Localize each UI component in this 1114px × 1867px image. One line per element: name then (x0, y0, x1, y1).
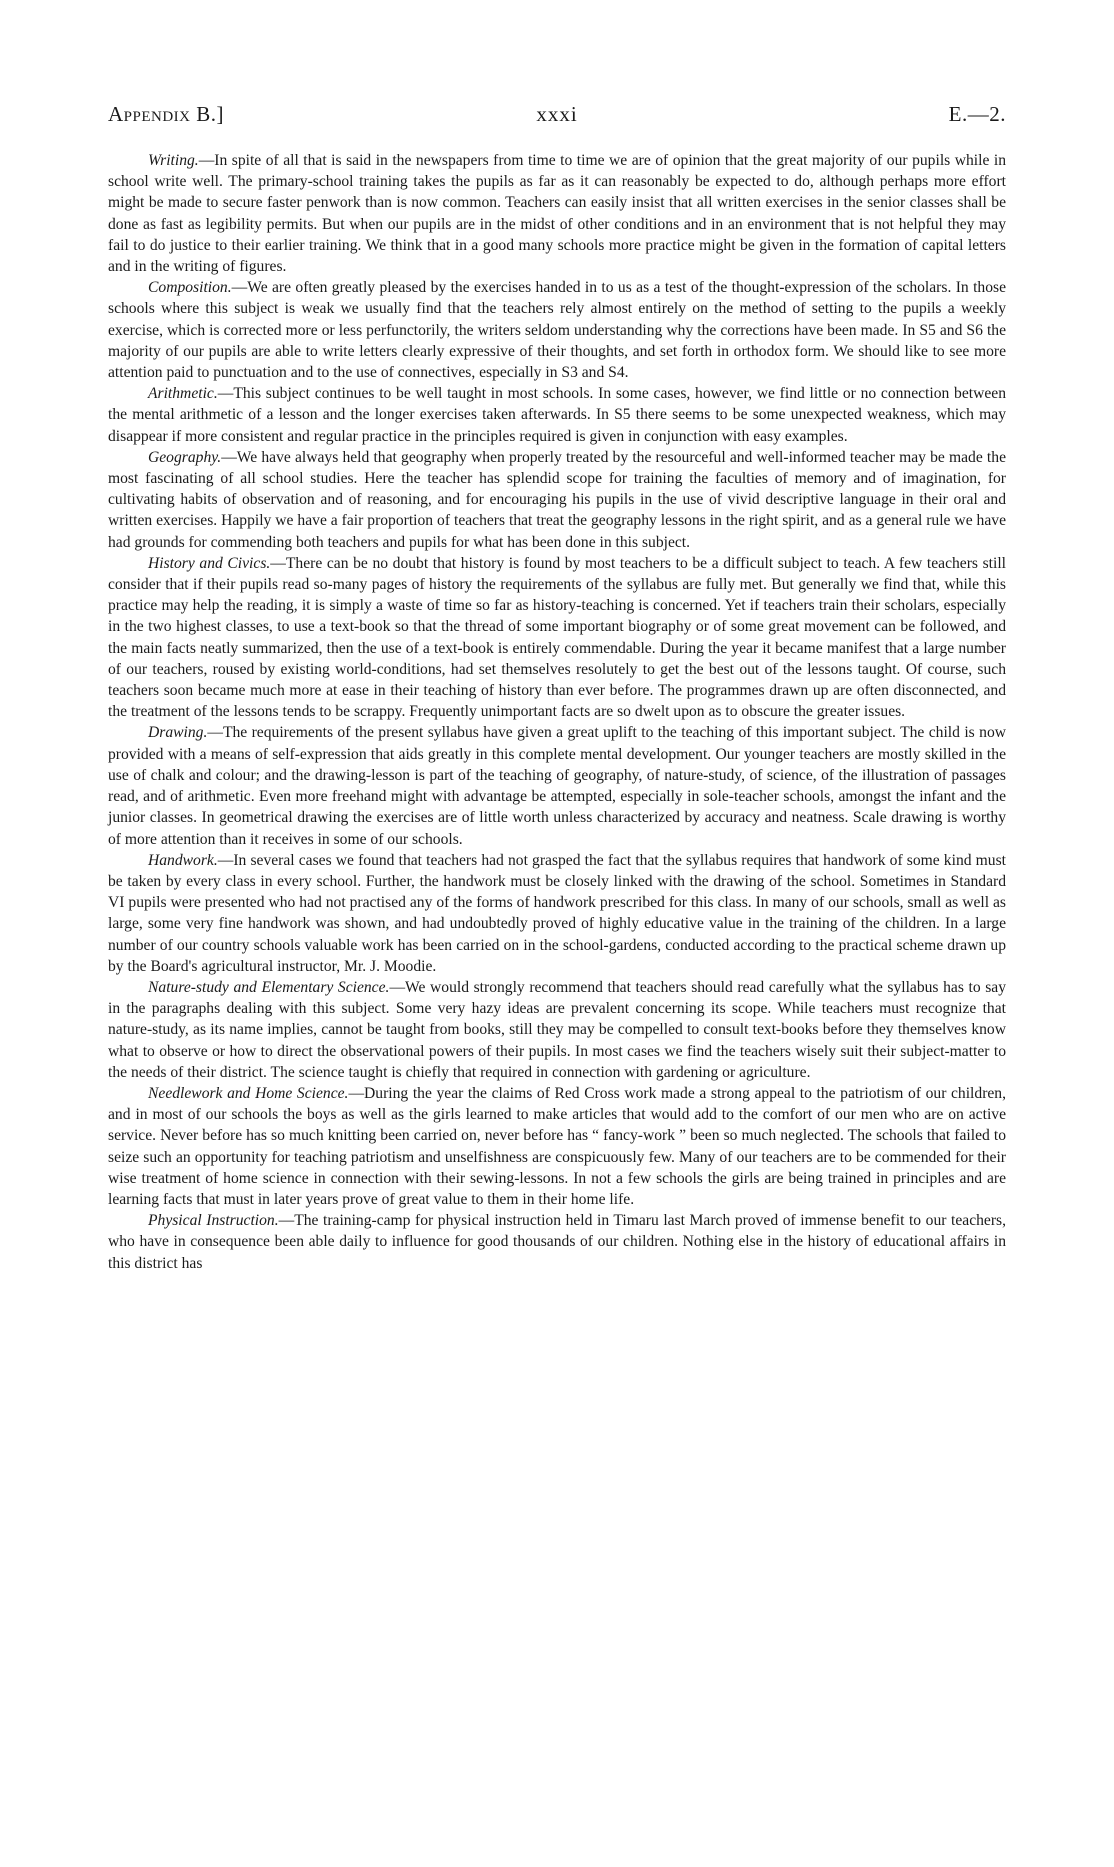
section-heading: History and Civics. (148, 554, 271, 572)
section-heading: Geography. (148, 448, 222, 466)
paragraph-drawing (108, 722, 1006, 849)
section-heading: Arithmetic. (148, 385, 218, 403)
paragraph-history-civics (108, 553, 1006, 723)
paragraph-composition (108, 277, 1006, 383)
section-text: —In spite of all that is said in the newspapers from time to time we are of opinion that the great majority of our pupils while in school write well. The primary-school training takes the pupils as far as it can reasonably be expected to do, although perhaps more effort might be made to secure faster penwork than is now common. Teachers can easily insist that all written exercises in the senior classes shall be done as fast as legibility permits. But when our pupils are in the midst of other conditions and in an environment that is not helpful they may fail to do justice to their earlier training. We think that in a good many schools more practice might be given in the formation of capital letters and in the writing of figures. (108, 152, 1006, 276)
section-heading: Nature-study and Elementary Science. (148, 978, 390, 996)
paragraph-physical-instruction (108, 1210, 1006, 1274)
section-text: —This subject continues to be well taught in most schools. In some cases, however, we find little or no connection between the mental arithmetic of a lesson and the longer exercises taken afterwards. In S5 there seems to be some unexpected weakness, which may disappear if more consistent and regular practice in the principles required is given in conjunction with easy examples. (108, 385, 1006, 445)
section-text: —During the year the claims of Red Cross work made a strong appeal to the patriotism of our children, and in most of our schools the boys as well as the girls learned to make articles that would add to the comfort of our men who are on active service. Never before has so much knitting been carried on, never before has “ fancy-work ” been so much neglected. The schools that failed to seize such an opportunity for teaching patriotism and unselfishness are conspicuously few. Many of our teachers are to be commended for their wise treatment of home science in connection with their sewing-lessons. In not a few schools the girls are being trained in principles and are learning facts that must in later years prove of great value to them in their home life. (108, 1084, 1007, 1208)
report-body (108, 150, 1006, 1274)
section-text: —We would strongly recommend that teachers should read carefully what the syllabus has to say in the paragraphs dealing with this subject. Some very hazy ideas are prevalent concerning its scope. While teachers must recognize that nature-study, as its name implies, cannot be taught from books, still they may be compelled to consult text-books before they themselves know what to observe or how to direct the observational powers of their pupils. In most cases we find the teachers wisely suit their subject-matter to the needs of their district. The science taught is chiefly that required in connection with gardening or agriculture. (108, 978, 1007, 1081)
section-heading: Writing. (148, 152, 199, 169)
paragraph-geography (108, 447, 1006, 553)
section-heading: Physical Instruction. (148, 1212, 279, 1230)
page-number: xxxi (536, 102, 578, 126)
section-heading: Composition. (148, 279, 232, 297)
paragraph-arithmetic (108, 383, 1006, 447)
appendix-label: Appendix B.] (108, 102, 225, 126)
section-heading: Drawing. (148, 724, 208, 742)
paragraph-handwork (108, 850, 1006, 977)
paragraph-writing (108, 150, 1006, 277)
document-code: E.—2. (948, 102, 1006, 126)
section-text: —In several cases we found that teachers had not grasped the fact that the syllabus requires that handwork of some kind must be taken by every class in every school. Further, the handwork must be closely linked with the drawing of the school. Sometimes in Standard VI pupils were presented who had not practised any of the forms of handwork prescribed for this class. In many of our schools, small as well as large, some very fine handwork was shown, and had undoubtedly proved of highly educative value in the training of the children. In a large number of our country schools valuable work has been carried on in the school-gardens, conducted according to the practical scheme drawn up by the Board's agricultural instructor, Mr. J. Moodie. (108, 851, 1006, 975)
paragraph-nature-study (108, 977, 1006, 1083)
section-text: —We are often greatly pleased by the exercises handed in to us as a test of the thought-expression of the scholars. In those schools where this subject is weak we usually find that the teachers rely almost entirely on the method of setting to the pupils a weekly exercise, which is corrected more or less perfunctorily, the writers seldom understanding why the corrections have been made. In S5 and S6 the majority of our pupils are able to write letters clearly expressive of their thoughts, and set forth in orthodox form. We should like to see more attention paid to punctuation and to the use of connectives, especially in S3 and S4. (108, 279, 1006, 382)
section-heading: Handwork. (148, 851, 218, 869)
section-text: —There can be no doubt that history is found by most teachers to be a difficult subject to teach. A few teachers still consider that if their pupils read so-many pages of history the requirements of the syllabus are fully met. But generally we find that, while this practice may help the reading, it is simply a waste of time so far as history-teaching is concerned. Yet if teachers train their scholars, especially in the two highest classes, to use a text-book so that the thread of some important biography or of some great movement can be followed, and the main facts neatly summarized, then the use of a text-book is entirely commendable. During the year it became manifest that a large number of our teachers, roused by existing world-conditions, had set themselves resolutely to get the best out of the lessons taught. Of course, such teachers soon became much more at ease in their teaching of history than ever before. The programmes drawn up are often disconnected, and the treatment of the lessons tends to be scrappy. Frequently unimportant facts are so dwelt upon as to obscure the greater issues. (108, 554, 1006, 721)
section-text: —The training-camp for physical instruction held in Timaru last March proved of immense benefit to our teachers, who have in consequence been able daily to influence for good thousands of our children. Nothing else in the history of educational affairs in this district has (108, 1212, 1006, 1272)
section-text: —The requirements of the present syllabus have given a great uplift to the teaching of this important subject. The child is now provided with a means of self-expression that aids greatly in this complete mental development. Our younger teachers are mostly skilled in the use of chalk and colour; and the drawing-lesson is part of the teaching of geography, of nature-study, of science, of the illustration of passages read, and of arithmetic. Even more freehand might with advantage be attempted, especially in sole-teacher schools, amongst the infant and the junior classes. In geometrical drawing the exercises are of little worth unless characterized by accuracy and neatness. Scale drawing is worthy of more attention than it receives in some of our schools. (108, 724, 1006, 848)
paragraph-needlework (108, 1083, 1006, 1210)
section-heading: Needlework and Home Science. (148, 1084, 349, 1102)
running-head (108, 102, 1006, 130)
section-text: —We have always held that geography when properly treated by the resourceful and well-informed teacher may be made the most fascinating of all school studies. Here the teacher has splendid scope for training the faculties of memory and of imagination, for cultivating habits of observation and of reasoning, and for encouraging his pupils in the use of vivid descriptive language in their oral and written exercises. Happily we have a fair proportion of teachers that treat the geography lessons in the right spirit, and as a general rule we have had grounds for commending both teachers and pupils for what has been done in this subject. (108, 448, 1006, 551)
